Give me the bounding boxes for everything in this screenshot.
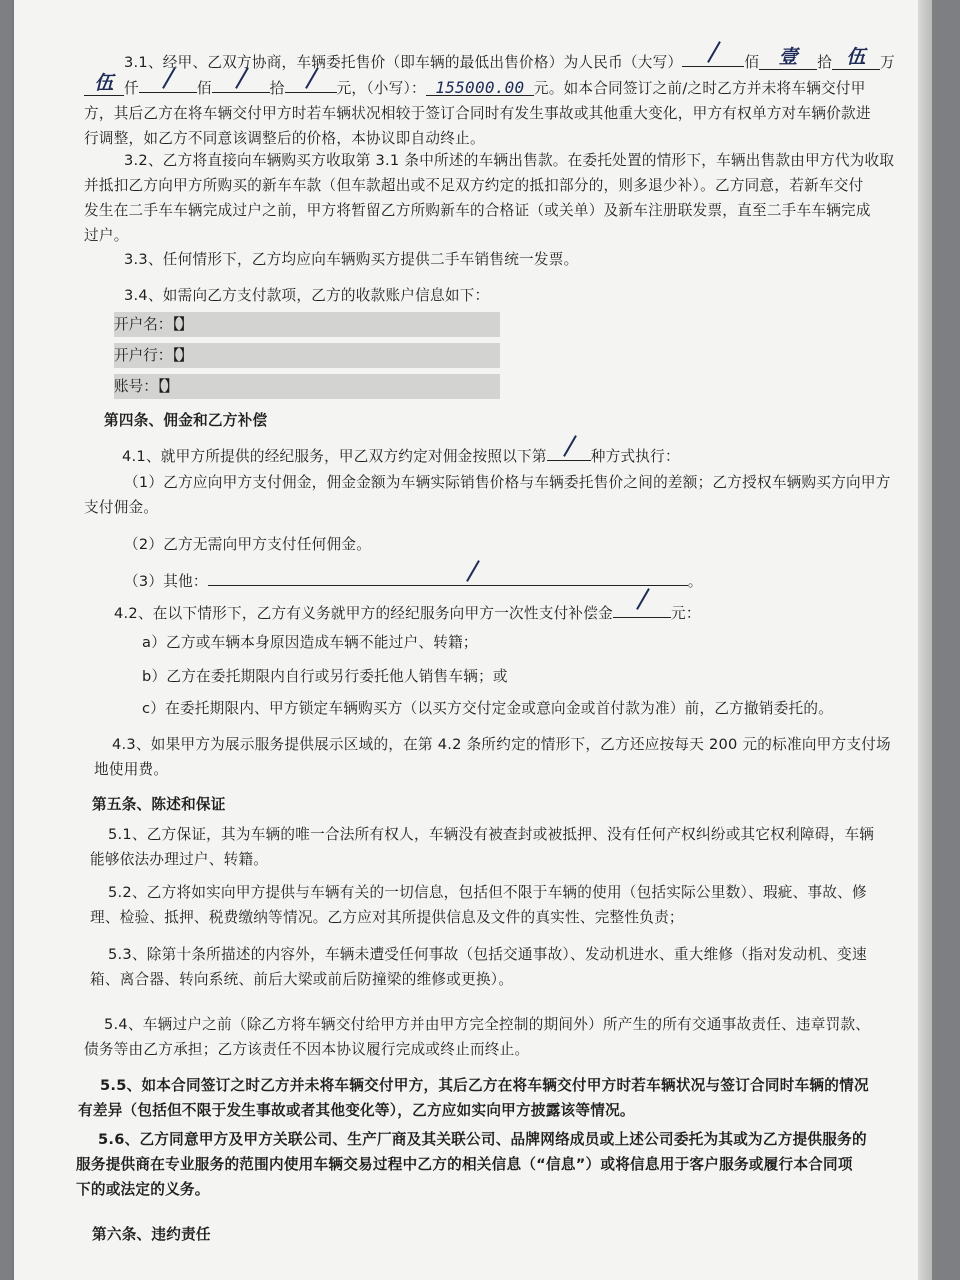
clause-4-3-line: 4.3、如果甲方为展示服务提供展示区域的，在第 4.2 条所约定的情形下，乙方还应按每天 200 元的标准向甲方支付场 — [112, 736, 891, 753]
clause-4-1-text: 4.1、就甲方所提供的经纪服务，甲乙双方约定对佣金按照以下第 — [122, 448, 547, 465]
handwritten-slash — [563, 435, 577, 457]
amount-blank-wan — [832, 46, 880, 70]
unit-label: 佰 — [744, 54, 760, 71]
clause-3-1-text: 方，其后乙方在将车辆交付甲方时若车辆状况相较于签订合同时有发生事故或其他重大变化，甲方有权单方对车辆价款进 — [84, 105, 871, 122]
clause-5-3-line: 箱、离合器、转向系统、前后大梁或前后防撞梁的维修或更换）。 — [90, 971, 514, 988]
clause-5-5 — [78, 1073, 878, 1123]
unit-label: 仟 — [124, 80, 139, 97]
handwritten-digit: 伍 — [846, 46, 866, 68]
bank-name-label: 开户行：【 — [114, 347, 180, 364]
compensation-blank — [613, 597, 671, 618]
bank-name-row — [114, 343, 500, 368]
clause-5-2-line: 5.2、乙方将如实向甲方提供与车辆有关的一切信息，包括但不限于车辆的使用（包括实际公里数）、瑕疵、事故、修 — [108, 884, 867, 901]
bank-account-name-row — [114, 312, 500, 337]
amount-blank-qian — [84, 72, 124, 96]
option1-line: （1）乙方应向甲方支付佣金，佣金金额为车辆实际销售价格与车辆委托售价之间的差额；乙方授权车辆购买方向甲方 — [124, 474, 891, 491]
clause-4-3-line: 地使用费。 — [94, 761, 169, 778]
paper-stack-edge — [918, 0, 932, 1280]
clause-3-2-line: 3.2、乙方将直接向车辆购买方收取第 3.1 条中所述的车辆出售款。在委托处置的情形下，车辆出售款由甲方代为收取 — [124, 152, 895, 169]
unit-label: 佰 — [196, 80, 212, 97]
handwritten-digit: 壹 — [778, 46, 798, 68]
clause-3-1-text: 3.1、经甲、乙双方协商，车辆委托售价（即车辆的最低出售价格）为人民币（大写） — [124, 54, 683, 71]
clause-4-1-text: 种方式执行： — [590, 448, 680, 465]
bracket: 】 — [178, 347, 193, 364]
punctuation: 。 — [687, 573, 703, 590]
amount-blank-shiwan — [759, 46, 817, 70]
handwritten-digit: 伍 — [94, 72, 114, 94]
bracket: 】 — [163, 378, 179, 395]
amount-blank-yuan — [285, 72, 337, 93]
handwritten-amount: 155000.00 — [435, 78, 525, 97]
clause-3-3: 3.3、任何情形下，乙方均应向车辆购买方提供二手车销售统一发票。 — [124, 251, 579, 268]
clause-5-4-line: 5.4、车辆过户之前（除乙方将车辆交付给甲方并由甲方完全控制的期间外）所产生的所有交通事故责任、违章罚款、 — [104, 1016, 871, 1033]
clause-4-2-item-b: b）乙方在委托期限内自行或另行委托他人销售车辆；或 — [142, 668, 508, 685]
article-5-heading: 第五条、陈述和保证 — [92, 796, 226, 813]
clause-5-5-line: 有差异（包括但不限于发生事故或者其他变化等），乙方应如实向甲方披露该等情况。 — [78, 1102, 635, 1119]
clause-5-1-line: 能够依法办理过户、转籍。 — [90, 851, 269, 868]
handwritten-slash — [707, 41, 721, 63]
clause-4-1-option3 — [84, 565, 924, 594]
bank-account-number-row — [114, 374, 500, 399]
clause-3-1 — [84, 46, 924, 75]
clause-4-2-text: 4.2、在以下情形下，乙方有义务就甲方的经纪服务向甲方一次性支付补偿金 — [114, 605, 613, 622]
clause-3-2 — [84, 148, 895, 248]
clause-4-2-item-c: c）在委托期限内、甲方锁定车辆购买方（以买方交付定金或意向金或首付款为准）前，乙方撤销委托的。 — [142, 700, 834, 717]
clause-4-2-item-a: a）乙方或车辆本身原因造成车辆不能过户、转籍； — [142, 634, 478, 651]
unit-label: 拾 — [269, 80, 285, 97]
clause-3-1-text: 元。如本合同签订之前/之时乙方并未将车辆交付甲 — [533, 80, 866, 97]
bracket: 】 — [178, 316, 193, 333]
amount-blank-bai — [139, 72, 197, 93]
clause-5-6-line: 5.6、乙方同意甲方及甲方关联公司、生产厂商及其关联公司、品牌网络成员或上述公司委托为其或为乙方提供服务的 — [98, 1131, 867, 1148]
bank-account-name-label: 开户名：【 — [114, 316, 180, 333]
option3-label: （3）其他： — [124, 573, 208, 590]
clause-3-2-line: 发生在二手车车辆完成过户之前，甲方将暂留乙方所购新车的合格证（或关单）及新车注册联发票，直至二手车车辆完成 — [84, 202, 871, 219]
clause-5-6-line: 下的或法定的义务。 — [76, 1181, 210, 1198]
clause-3-1-text: 行调整，如乙方不同意该调整后的价格，本协议即自动终止。 — [84, 130, 485, 147]
clause-5-2 — [90, 880, 890, 930]
amount-blank-baiwan — [682, 46, 744, 67]
clause-4-1 — [104, 440, 904, 469]
option1-line: 支付佣金。 — [84, 499, 159, 516]
unit-label: 万 — [880, 54, 895, 71]
clause-3-2-line: 并抵扣乙方向甲方所购买的新车车款（但车款超出或不足双方约定的抵扣部分的，则多退少补）。乙方同意，若新车交付 — [84, 177, 864, 194]
clause-3-1-cont — [84, 72, 884, 151]
clause-4-1-option2: （2）乙方无需向甲方支付任何佣金。 — [124, 536, 372, 553]
unit-label: 元，（小写）： — [336, 80, 426, 97]
clause-5-3 — [90, 942, 890, 992]
contract-page — [14, 0, 918, 1280]
clause-5-5-line: 5.5、如本合同签订之时乙方并未将车辆交付甲方，其后乙方在将车辆交付甲方时若车辆状况与签订合同时车辆的情况 — [100, 1077, 869, 1094]
clause-5-1-line: 5.1、乙方保证，其为车辆的唯一合法所有权人，车辆没有被查封或被抵押、没有任何产权纠纷或其它权利障碍，车辆 — [108, 826, 875, 843]
article-4-heading: 第四条、佣金和乙方补偿 — [104, 412, 268, 429]
clause-4-3 — [84, 732, 891, 782]
clause-5-4-line: 债务等由乙方承担；乙方该责任不因本协议履行完成或终止而终止。 — [84, 1041, 530, 1058]
clause-4-2 — [114, 597, 914, 626]
clause-5-6 — [76, 1127, 876, 1202]
clause-3-4: 3.4、如需向乙方支付款项，乙方的收款账户信息如下： — [124, 287, 490, 304]
clause-4-2-text: 元： — [670, 605, 701, 622]
commission-method-blank — [547, 440, 591, 461]
option3-blank — [208, 565, 688, 586]
amount-blank-figure — [426, 75, 534, 96]
clause-5-1 — [90, 822, 890, 872]
bank-account-number-label: 账号：【 — [114, 378, 166, 395]
unit-label: 拾 — [817, 54, 833, 71]
clause-5-6-line: 服务提供商在专业服务的范围内使用车辆交易过程中乙方的相关信息（“信息”）或将信息用于客户服务或履行本合同项 — [76, 1156, 853, 1173]
article-6-heading: 第六条、违约责任 — [92, 1226, 211, 1243]
clause-3-2-line: 过户。 — [84, 227, 129, 244]
handwritten-slash — [466, 560, 480, 582]
clause-5-4 — [84, 1012, 884, 1062]
amount-blank-shi — [212, 72, 270, 93]
clause-4-1-option1 — [84, 470, 891, 520]
clause-5-3-line: 5.3、除第十条所描述的内容外，车辆未遭受任何事故（包括交通事故）、发动机进水、重大维修（指对发动机、变速 — [108, 946, 867, 963]
clause-5-2-line: 理、检验、抵押、税费缴纳等情况。乙方应对其所提供信息及文件的真实性、完整性负责； — [90, 909, 684, 926]
